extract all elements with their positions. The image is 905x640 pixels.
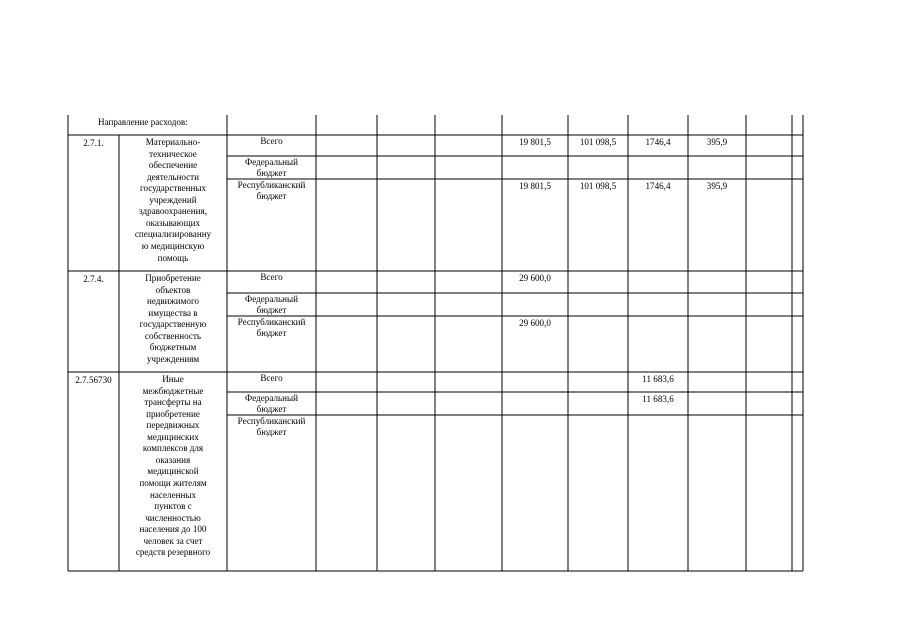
- row-name-line: населенных: [149, 489, 197, 500]
- budget-source: Всего: [260, 136, 283, 146]
- row-name-line: недвижимого: [146, 296, 200, 307]
- budget-source: Всего: [260, 272, 283, 282]
- row-name-line: специализированну: [134, 229, 212, 240]
- row-name-line: Приобретение: [145, 273, 201, 283]
- row-name-line: деятельности: [146, 171, 200, 182]
- budget-source: Федеральный: [245, 294, 298, 304]
- row-name-line: государственных: [139, 183, 207, 194]
- amount-cell: 1746,4: [645, 181, 671, 191]
- row-name-line: населения до 100: [139, 524, 207, 535]
- budget-source: Республиканский: [237, 180, 306, 190]
- row-name-line: медицинских: [147, 431, 199, 442]
- row-name-line: ю медицинскую: [141, 240, 205, 251]
- row-name-line: передвижных: [146, 420, 200, 431]
- row-code: 2.7.56730: [75, 375, 112, 385]
- row-name-line: объектов: [155, 284, 191, 295]
- budget-source: бюджет: [256, 190, 287, 201]
- budget-table: [68, 115, 803, 571]
- amount-cell: 101 098,5: [579, 181, 617, 191]
- row-name-line: помощи жителям: [139, 477, 207, 488]
- row-name-line: обеспечение: [148, 160, 198, 171]
- amount-cell: 11 683,6: [642, 374, 674, 384]
- budget-source: Республиканский: [237, 317, 306, 327]
- row-name-line: Иные: [162, 374, 184, 384]
- budget-source: бюджет: [256, 426, 287, 437]
- budget-source: бюджет: [256, 327, 287, 338]
- budget-source: Всего: [260, 373, 283, 383]
- row-name-line: здравоохранения,: [139, 206, 207, 217]
- row-code: 2.7.4.: [83, 274, 104, 284]
- row-name-line: помощь: [157, 252, 189, 263]
- row-name-line: межбюджетные: [142, 385, 204, 396]
- row-code: 2.7.1.: [83, 138, 104, 148]
- amount-cell: 19 801,5: [519, 137, 551, 147]
- row-name-line: пунктов с: [154, 501, 192, 512]
- budget-source: Федеральный: [245, 157, 298, 167]
- budget-source: Республиканский: [237, 416, 306, 426]
- row-name-line: учреждений: [149, 194, 197, 205]
- row-name-line: трансферты на: [144, 397, 202, 408]
- amount-cell: 1746,4: [645, 137, 671, 147]
- row-name-line: собственность: [144, 330, 202, 341]
- row-name-line: бюджетным: [149, 342, 197, 353]
- amount-cell: 101 098,5: [579, 137, 617, 147]
- section-header: Направление расходов:: [98, 117, 188, 127]
- row-name-line: государственную: [139, 319, 207, 330]
- budget-source: бюджет: [256, 403, 287, 414]
- amount-cell: 29 600,0: [519, 318, 551, 328]
- row-name-line: численностью: [145, 512, 201, 523]
- budget-source: бюджет: [256, 304, 287, 315]
- amount-cell: 29 600,0: [519, 273, 551, 283]
- amount-cell: 19 801,5: [519, 181, 551, 191]
- row-name-line: оказания: [155, 454, 191, 465]
- amount-cell: 395,9: [706, 137, 728, 147]
- budget-source: бюджет: [256, 167, 287, 178]
- row-name-line: приобретение: [146, 408, 200, 419]
- row-name-line: техническое: [149, 148, 197, 159]
- row-name-line: оказывающих: [146, 217, 200, 228]
- row-name-line: имущества в: [148, 307, 198, 318]
- amount-cell: 395,9: [706, 181, 728, 191]
- row-name-line: медицинской: [147, 466, 199, 477]
- budget-source: Федеральный: [245, 393, 298, 403]
- amount-cell: 11 683,6: [642, 394, 674, 404]
- row-name-line: комплексов для: [142, 443, 204, 454]
- row-name-line: Материально-: [145, 137, 201, 147]
- row-name-line: средств резервного: [135, 547, 211, 558]
- row-name-line: человек за счет: [143, 535, 203, 546]
- row-name-line: учреждениям: [146, 353, 200, 364]
